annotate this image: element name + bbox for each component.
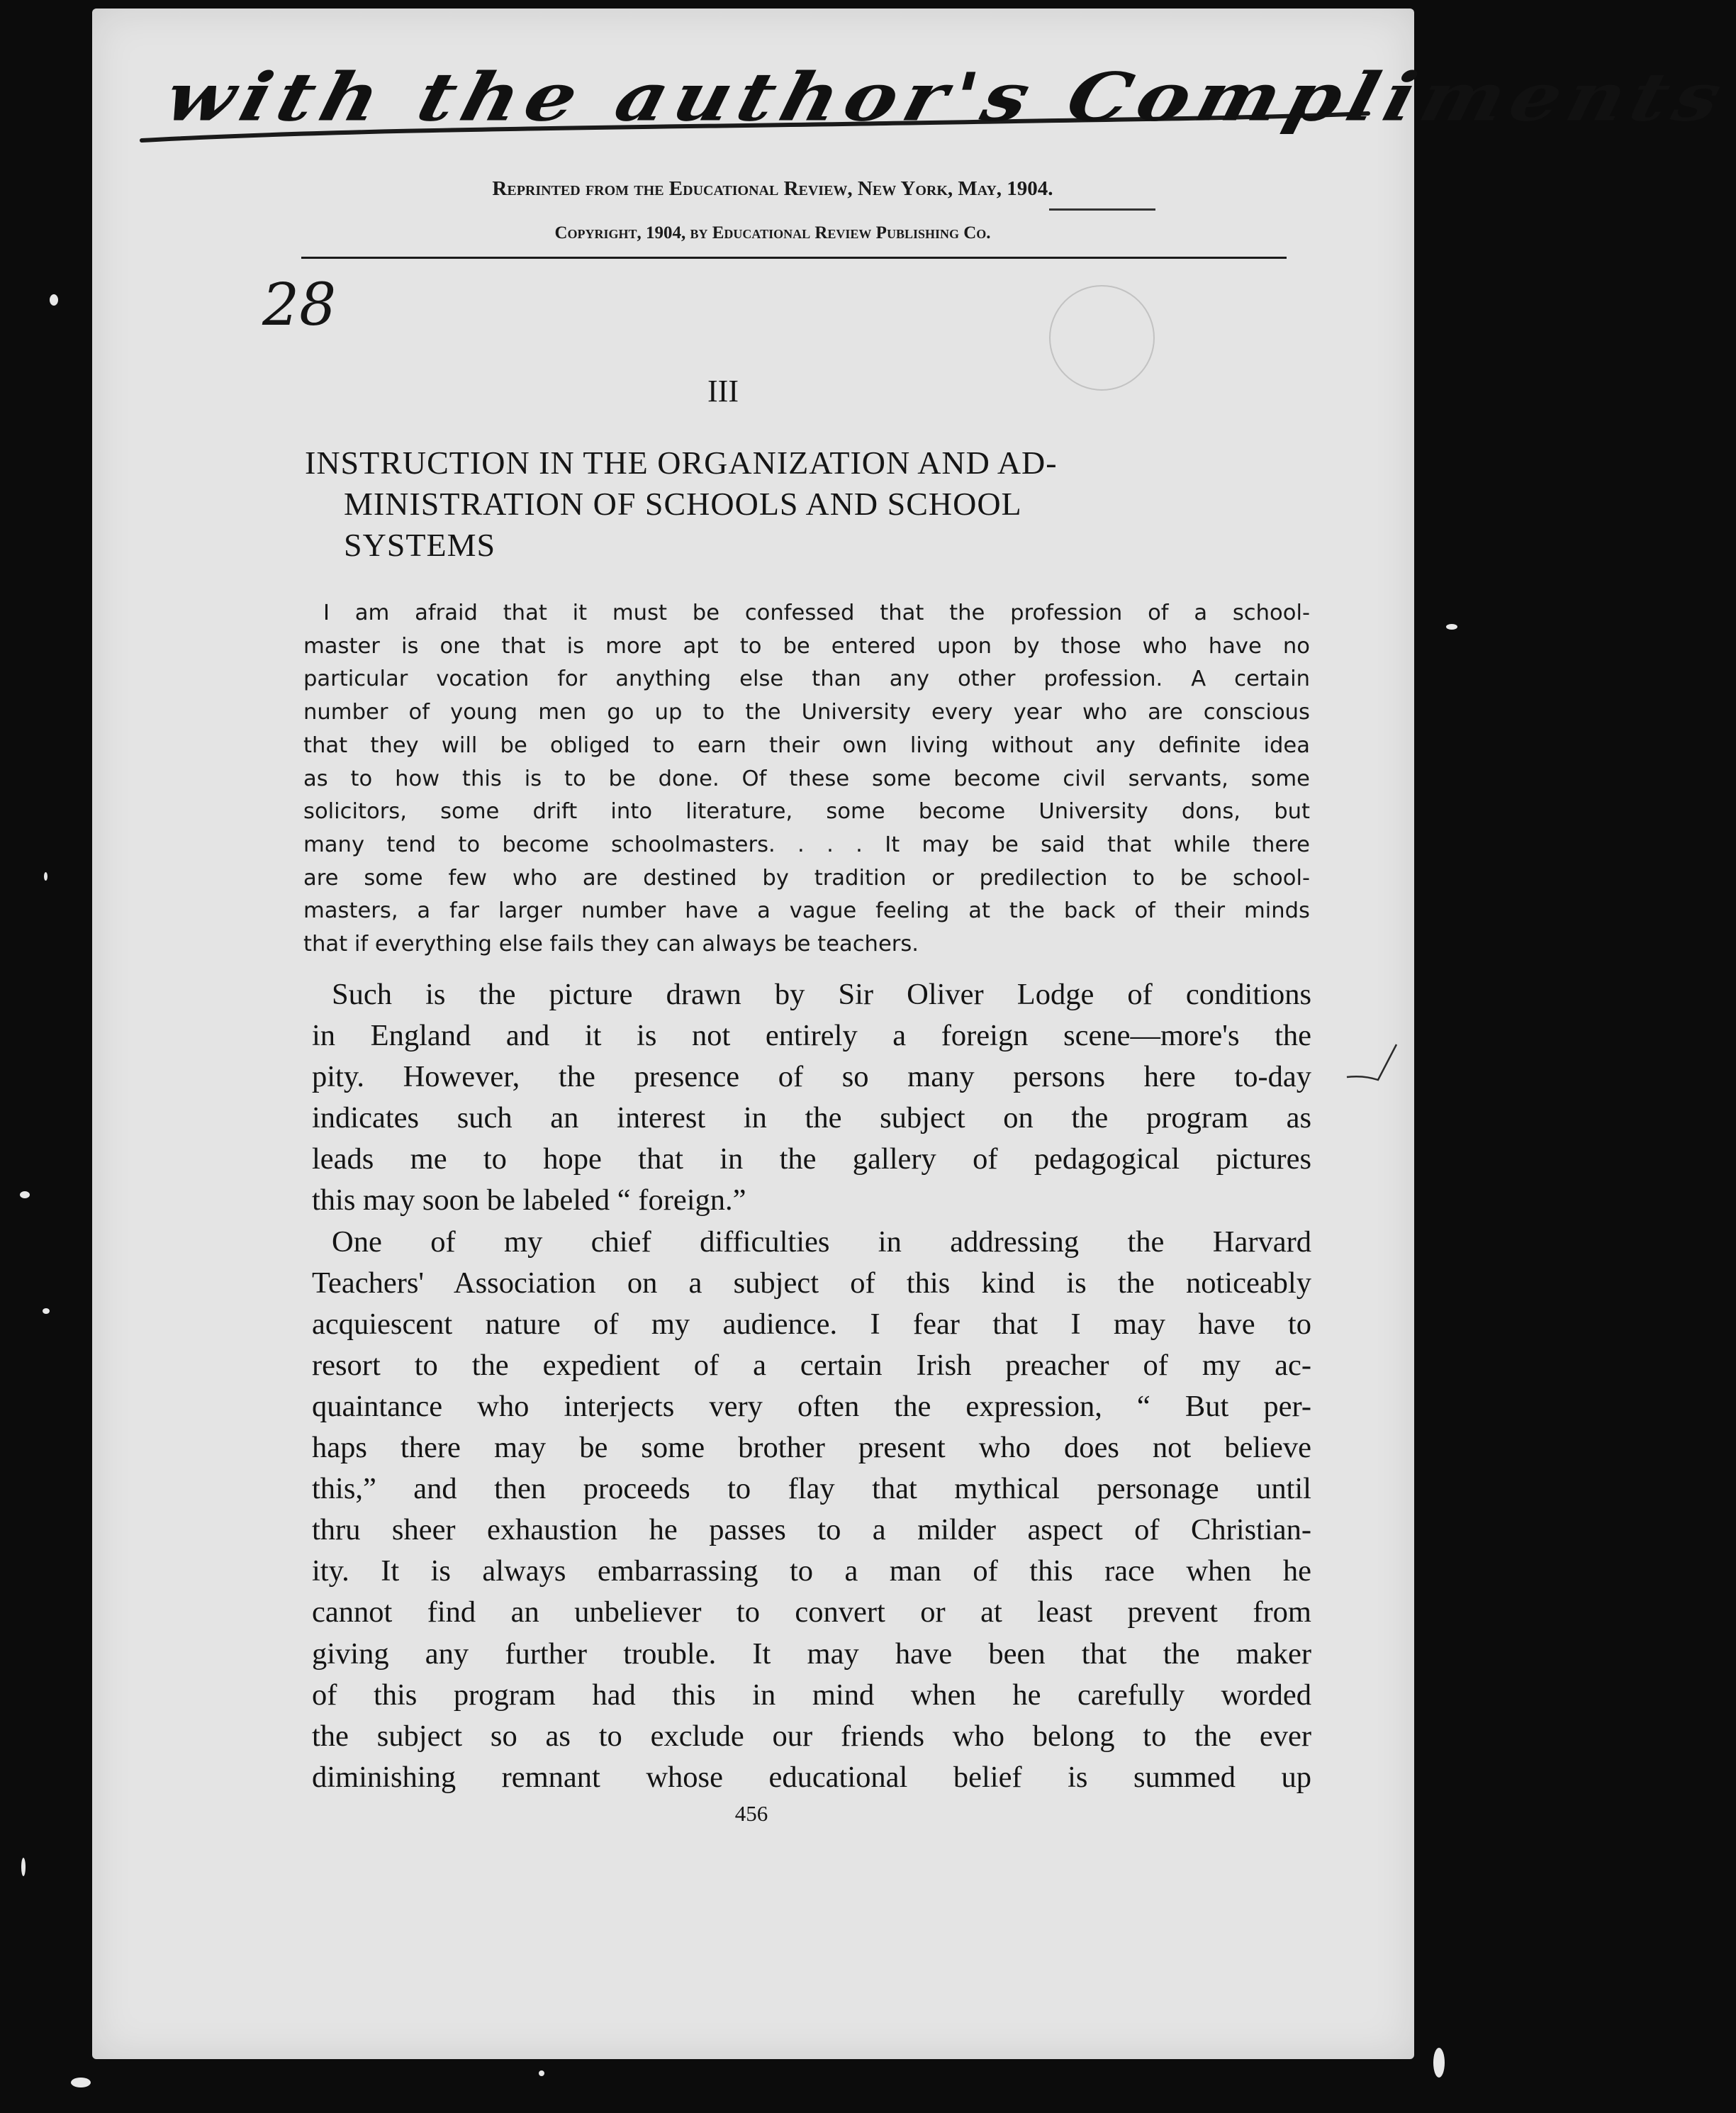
handwritten-folio-number: 28 (262, 272, 337, 339)
title-line: MINISTRATION OF SCHOOLS AND SCHOOL (344, 486, 1022, 522)
body-line: giving any further trouble. It may have been that the maker (312, 1637, 1311, 1671)
quote-line: I am afraid that it must be confessed that the profession of a school- (323, 601, 1310, 625)
scan-speck (539, 2070, 544, 2076)
body-line: this may soon be labeled “ foreign.” (312, 1183, 746, 1217)
quote-line: master is one that is more apt to be entered upon by those who have no (303, 633, 1310, 659)
quote-line: that if everything else fails they can always be teachers. (303, 932, 919, 957)
body-line: the subject so as to exclude our friends who belong to the ever (312, 1719, 1311, 1753)
body-line: thru sheer exhaustion he passes to a milder aspect of Christian- (312, 1513, 1311, 1547)
body-line: leads me to hope that in the gallery of pedagogical pictures (312, 1142, 1311, 1176)
body-line: of this program had this in mind when he carefully worded (312, 1678, 1311, 1712)
body-text (312, 974, 1311, 1798)
body-line: haps there may be some brother present who does not believe (312, 1431, 1311, 1465)
body-line: Such is the picture drawn by Sir Oliver Lodge of conditions (332, 978, 1311, 1011)
scan-speck (50, 294, 58, 306)
title-line: INSTRUCTION IN THE ORGANIZATION AND AD- (305, 445, 1058, 481)
quote-line: are some few who are destined by tradition or predilection to be school- (303, 865, 1310, 891)
scan-speck (20, 1191, 30, 1198)
scan-speck (1446, 624, 1457, 630)
faint-stamp (1049, 285, 1155, 391)
inscription-text: with the author's Compliments (157, 58, 1736, 136)
block-quote (303, 597, 1310, 961)
body-line: One of my chief difficulties in addressing the Harvard (332, 1225, 1311, 1259)
scan-speck (44, 872, 47, 881)
body-line: cannot find an unbeliever to convert or at least prevent from (312, 1595, 1311, 1629)
body-line: ity. It is always embarrassing to a man of this race when he (312, 1554, 1311, 1588)
section-numeral: III (707, 374, 739, 408)
body-line: in England and it is not entirely a foreign scene—more's the (312, 1019, 1311, 1053)
scan-speck (43, 1308, 50, 1314)
quote-line: solicitors, some drift into literature, some become University dons, but (303, 799, 1310, 825)
body-line: Teachers' Association on a subject of this kind is the noticeably (312, 1266, 1311, 1300)
document-page (92, 9, 1736, 2059)
quote-line: many tend to become schoolmasters. . . . It may be said that while there (303, 832, 1310, 857)
decorative-rule (1049, 208, 1155, 211)
body-line: quaintance who interjects very often the expression, “ But per- (312, 1389, 1311, 1423)
scan-speck (1433, 2048, 1445, 2078)
handwritten-inscription (135, 50, 1736, 156)
quote-line: particular vocation for anything else than any other profession. A certain (303, 667, 1310, 692)
copyright-line: Copyright, 1904, by Educational Review Publishing Co. (554, 223, 991, 242)
header-rule (301, 257, 1287, 259)
body-line: this,” and then proceeds to flay that mythical personage until (312, 1472, 1311, 1506)
body-line: diminishing remnant whose educational belief is summed up (312, 1760, 1311, 1794)
quote-line: number of young men go up to the University every year who are conscious (303, 700, 1310, 725)
scan-speck (71, 2078, 91, 2087)
page-number: 456 (734, 1801, 768, 1826)
margin-check-mark (1345, 1040, 1402, 1090)
article-title (305, 442, 1311, 566)
quote-line: that they will be obliged to earn their own living without any definite idea (303, 732, 1310, 758)
body-line: acquiescent nature of my audience. I fear that I may have to (312, 1307, 1311, 1341)
quote-line: masters, a far larger number have a vague feeling at the back of their minds (303, 898, 1310, 924)
body-line: pity. However, the presence of so many persons here to-day (312, 1060, 1311, 1094)
scan-speck (21, 1858, 26, 1876)
reprint-line: Reprinted from the Educational Review, New York, May, 1904. (492, 177, 1053, 200)
quote-line: as to how this is to be done. Of these some become civil servants, some (303, 766, 1310, 791)
body-line: indicates such an interest in the subject on the program as (312, 1101, 1311, 1135)
body-line: resort to the expedient of a certain Irish preacher of my ac- (312, 1348, 1311, 1382)
title-line: SYSTEMS (344, 527, 496, 563)
